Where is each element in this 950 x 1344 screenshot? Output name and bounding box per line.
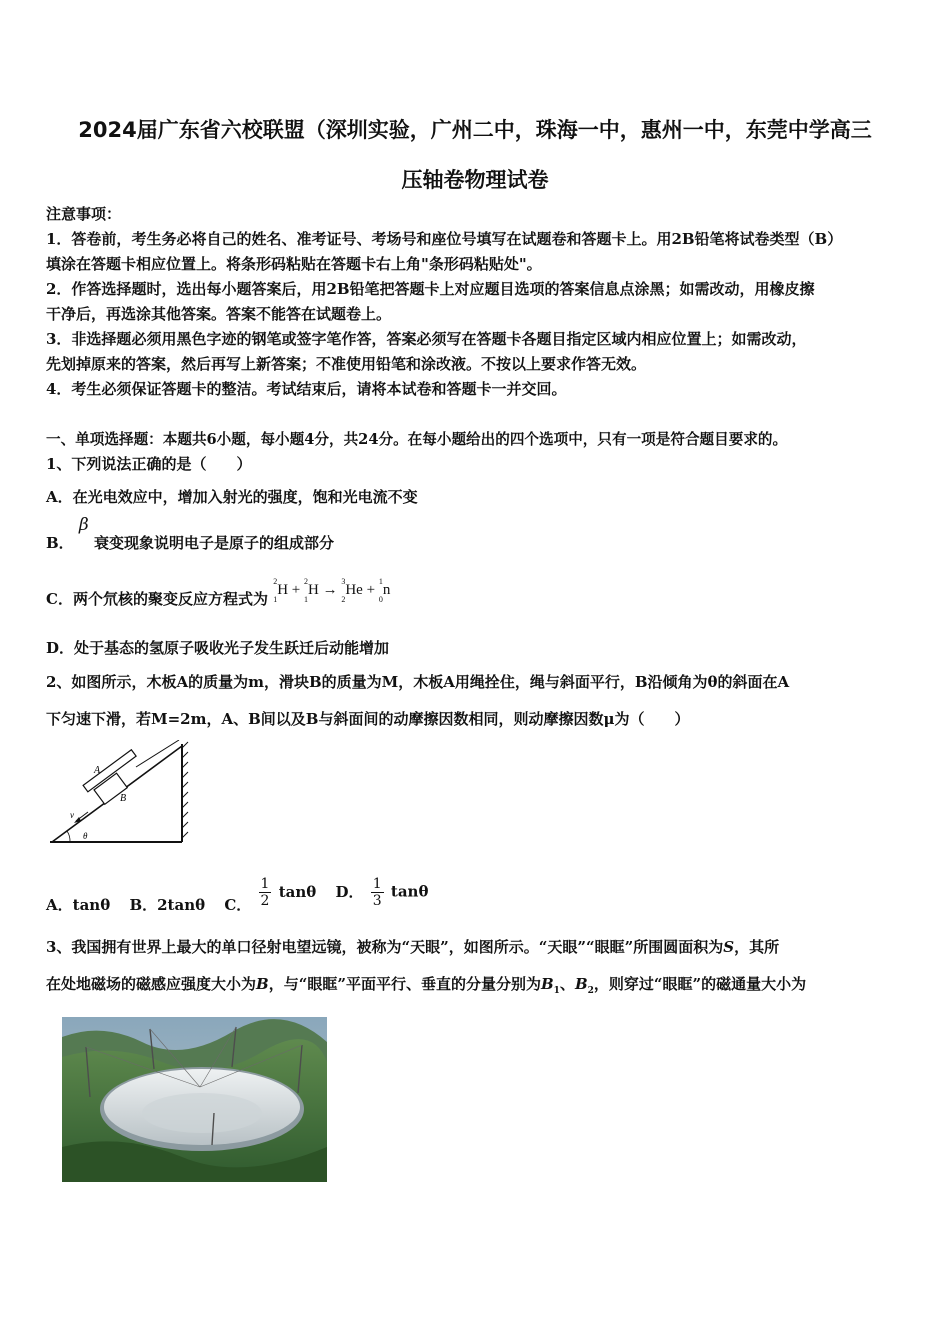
label-a: A xyxy=(94,765,101,776)
question-2-option-c-label: C． xyxy=(224,895,252,914)
notes-line: 4．考生必须保证答题卡的整洁。考试结束后，请将本试卷和答题卡一并交回。 xyxy=(46,380,567,398)
page-title-line-2: 压轴卷物理试卷 xyxy=(401,168,549,192)
notes-line: 干净后，再选涂其他答案。答案不能答在试题卷上。 xyxy=(46,305,392,323)
label-v: v xyxy=(70,810,74,820)
fast-telescope-photo xyxy=(62,1017,327,1182)
symbol-s: S xyxy=(723,938,735,956)
question-1-option-d: D．处于基态的氢原子吸收光子发生跃迁后动能增加 xyxy=(46,639,390,657)
question-3-line-1 xyxy=(46,936,779,957)
question-1-option-a: A．在光电效应中，增加入射光的强度，饱和光电流不变 xyxy=(46,488,418,506)
notes-line: 填涂在答题卡相应位置上。将条形码粘贴在答题卡右上角"条形码粘贴处"。 xyxy=(46,255,542,273)
question-3-line-2 xyxy=(46,973,806,996)
question-3-text: 在处地磁场的磁感应强度大小为 xyxy=(46,975,257,993)
fraction-one-third xyxy=(371,876,384,909)
subscript: 1 xyxy=(553,986,560,996)
symbol-b1: B xyxy=(540,975,554,993)
mass-number: 2 xyxy=(273,577,278,586)
page-title-line-1: 2024届广东省六校联盟（深圳实验，广州二中，珠海一中，惠州一中，东莞中学高三 xyxy=(78,118,872,142)
charge-number: 1 xyxy=(304,595,308,604)
nuclide-symbol: He xyxy=(345,582,363,599)
label-theta: θ xyxy=(83,831,88,841)
mass-number: 1 xyxy=(378,577,383,586)
angle-arc xyxy=(67,831,70,842)
plus-sign: + xyxy=(362,582,379,599)
nuclide-symbol: H xyxy=(277,582,289,599)
question-2-option-a: A．tanθ xyxy=(46,895,111,914)
nuclide-symbol: n xyxy=(382,582,391,599)
separator: 、 xyxy=(559,975,575,993)
section-heading: 一、单项选择题：本题共6小题，每小题4分，共24分。在每小题给出的四个选项中，只有一项是符合题目要求的。 xyxy=(46,431,788,448)
subscript: 2 xyxy=(587,986,594,996)
question-2-options xyxy=(46,876,428,922)
notes-line: 1．答卷前，考生务必将自己的姓名、准考证号、考场号和座位号填写在试题卷和答题卡上。用2B铅笔将试卷类型（B） xyxy=(46,230,843,248)
charge-number: 2 xyxy=(341,595,346,604)
incline-figure xyxy=(46,740,196,848)
notes-line: 3．非选择题必须用黑色字迹的钢笔或签字笔作答，答案必须写在答题卡各题目指定区域内相应位置上；如需改动， xyxy=(46,330,807,348)
notes-line: 2．作答选择题时，选出每小题答案后，用2B铅笔把答题卡上对应题目选项的答案信息点涂黑；如需改动，用橡皮擦 xyxy=(46,280,815,298)
question-1-option-b xyxy=(46,515,334,560)
question-2-option-d-text: tanθ xyxy=(390,882,429,901)
question-1-stem: 1、下列说法正确的是（ ） xyxy=(46,455,252,473)
question-3-text: ，与“眼眶”平面平行、垂直的分量分别为 xyxy=(268,975,541,993)
dish-center xyxy=(142,1093,262,1133)
charge-number: 0 xyxy=(378,595,383,604)
question-2-stem-line-2: 下匀速下滑，若M=2m，A、B间以及B与斜面间的动摩擦因数相同，则动摩擦因数μ为（ ） xyxy=(46,710,690,728)
fraction-denominator: 2 xyxy=(260,893,270,909)
question-2-option-c-text: tanθ xyxy=(278,882,317,901)
nuclide-symbol: H xyxy=(308,582,319,599)
telescope-illustration xyxy=(62,1017,327,1182)
question-3-text: ，则穿过“眼眶”的磁通量大小为 xyxy=(593,975,807,993)
fusion-equation xyxy=(273,577,391,604)
question-2-option-b: B．2tanθ xyxy=(129,895,206,914)
fraction-numerator: 1 xyxy=(372,876,382,892)
fraction-denominator: 3 xyxy=(372,893,382,909)
fraction-one-half xyxy=(259,876,272,909)
option-b-label: B． xyxy=(46,534,74,552)
plus-sign: + xyxy=(288,582,304,599)
reaction-arrow: → xyxy=(318,582,342,599)
beta-symbol: β xyxy=(78,515,89,535)
mass-number: 2 xyxy=(304,577,308,586)
symbol-b: B xyxy=(256,975,269,993)
question-1-option-c xyxy=(46,577,391,609)
label-b: B xyxy=(120,793,127,804)
notes-line: 先划掉原来的答案，然后再写上新答案；不准使用铅笔和涂改液。不按以上要求作答无效。 xyxy=(46,355,647,373)
notes-heading: 注意事项： xyxy=(46,205,122,223)
option-b-text: 衰变现象说明电子是原子的组成部分 xyxy=(93,534,334,552)
mass-number: 3 xyxy=(341,577,346,586)
question-3-text: ，其所 xyxy=(734,938,780,956)
fraction-numerator: 1 xyxy=(260,876,270,892)
question-3-text: 3、我国拥有世界上最大的单口径射电望远镜，被称为“天眼”，如图所示。“天眼”“眼眶”所围圆面积为 xyxy=(46,938,724,956)
symbol-b2: B xyxy=(574,975,588,993)
option-c-text: C．两个氘核的聚变反应方程式为 xyxy=(46,590,268,609)
question-2-option-d-label: D． xyxy=(335,882,364,901)
question-2-stem-line-1: 2、如图所示，木板A的质量为m，滑块B的质量为M，木板A用绳拴住，绳与斜面平行，B沿倾角为θ的斜面在A xyxy=(46,673,790,691)
charge-number: 1 xyxy=(273,595,278,604)
